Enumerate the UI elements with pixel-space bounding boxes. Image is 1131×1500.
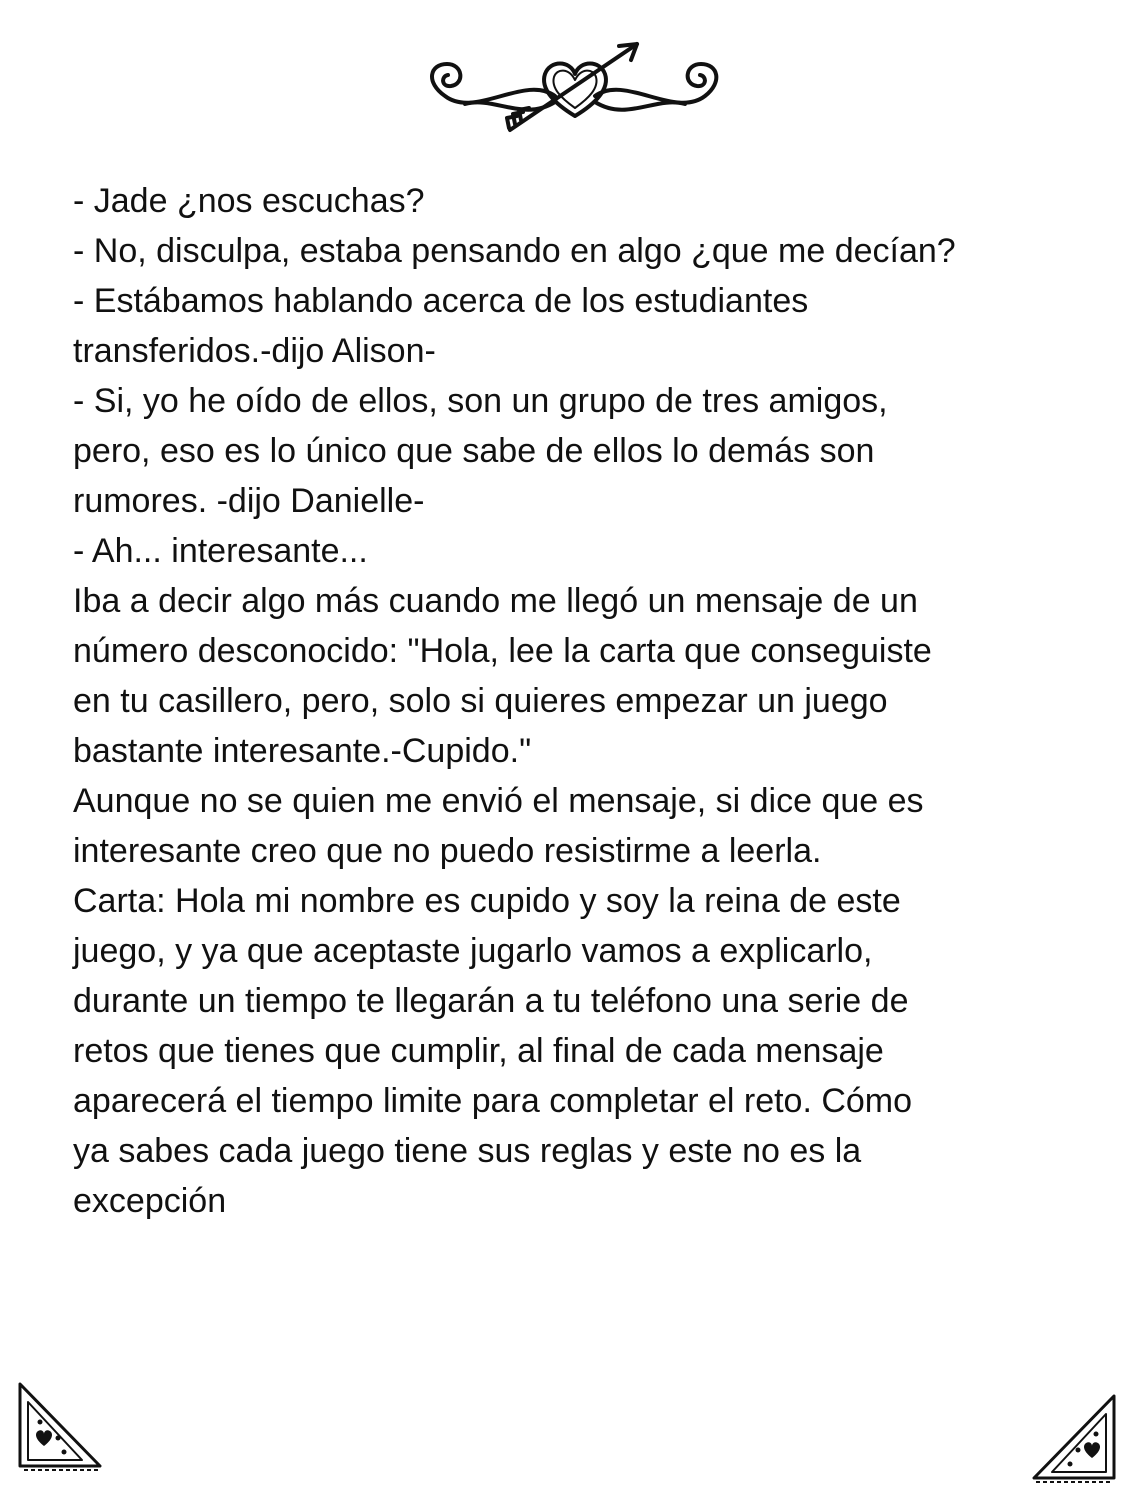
text-line: - Si, yo he oído de ellos, son un grupo de tres amigos, xyxy=(73,382,888,420)
text-line: Aunque no se quien me envió el mensaje, si dice que es xyxy=(73,782,924,820)
text-line: en tu casillero, pero, solo si quieres empezar un juego xyxy=(73,682,888,720)
triangle-heart-corner-icon xyxy=(16,1380,104,1476)
text-line: interesante creo que no puedo resistirme a leerla. xyxy=(73,832,822,870)
text-line: - No, disculpa, estaba pensando en algo ¿que me decían? xyxy=(73,232,956,270)
text-line: durante un tiempo te llegarán a tu teléfono una serie de xyxy=(73,982,909,1020)
text-line: retos que tienes que cumplir, al final de cada mensaje xyxy=(73,1032,884,1070)
text-line: excepción xyxy=(73,1182,227,1220)
story-text xyxy=(73,176,1073,1226)
text-line: rumores. -dijo Danielle- xyxy=(73,482,425,520)
text-line: - Jade ¿nos escuchas? xyxy=(73,182,425,220)
text-line: bastante interesante.-Cupido." xyxy=(73,732,532,770)
heart-arrow-flourish-icon xyxy=(405,34,741,134)
text-line: transferidos.-dijo Alison- xyxy=(73,332,436,370)
triangle-heart-corner-icon xyxy=(1030,1392,1118,1488)
text-line: aparecerá el tiempo limite para completar el reto. Cómo xyxy=(73,1082,913,1120)
text-line: Carta: Hola mi nombre es cupido y soy la reina de este xyxy=(73,882,901,920)
text-line: juego, y ya que aceptaste jugarlo vamos a explicarlo, xyxy=(73,932,873,970)
text-line: ya sabes cada juego tiene sus reglas y este no es la xyxy=(73,1132,862,1170)
text-line: - Estábamos hablando acerca de los estudiantes xyxy=(73,282,809,320)
text-line: Iba a decir algo más cuando me llegó un mensaje de un xyxy=(73,582,918,620)
text-line: número desconocido: "Hola, lee la carta que conseguiste xyxy=(73,632,932,670)
text-line: - Ah... interesante... xyxy=(73,532,368,570)
text-line: pero, eso es lo único que sabe de ellos lo demás son xyxy=(73,432,875,470)
